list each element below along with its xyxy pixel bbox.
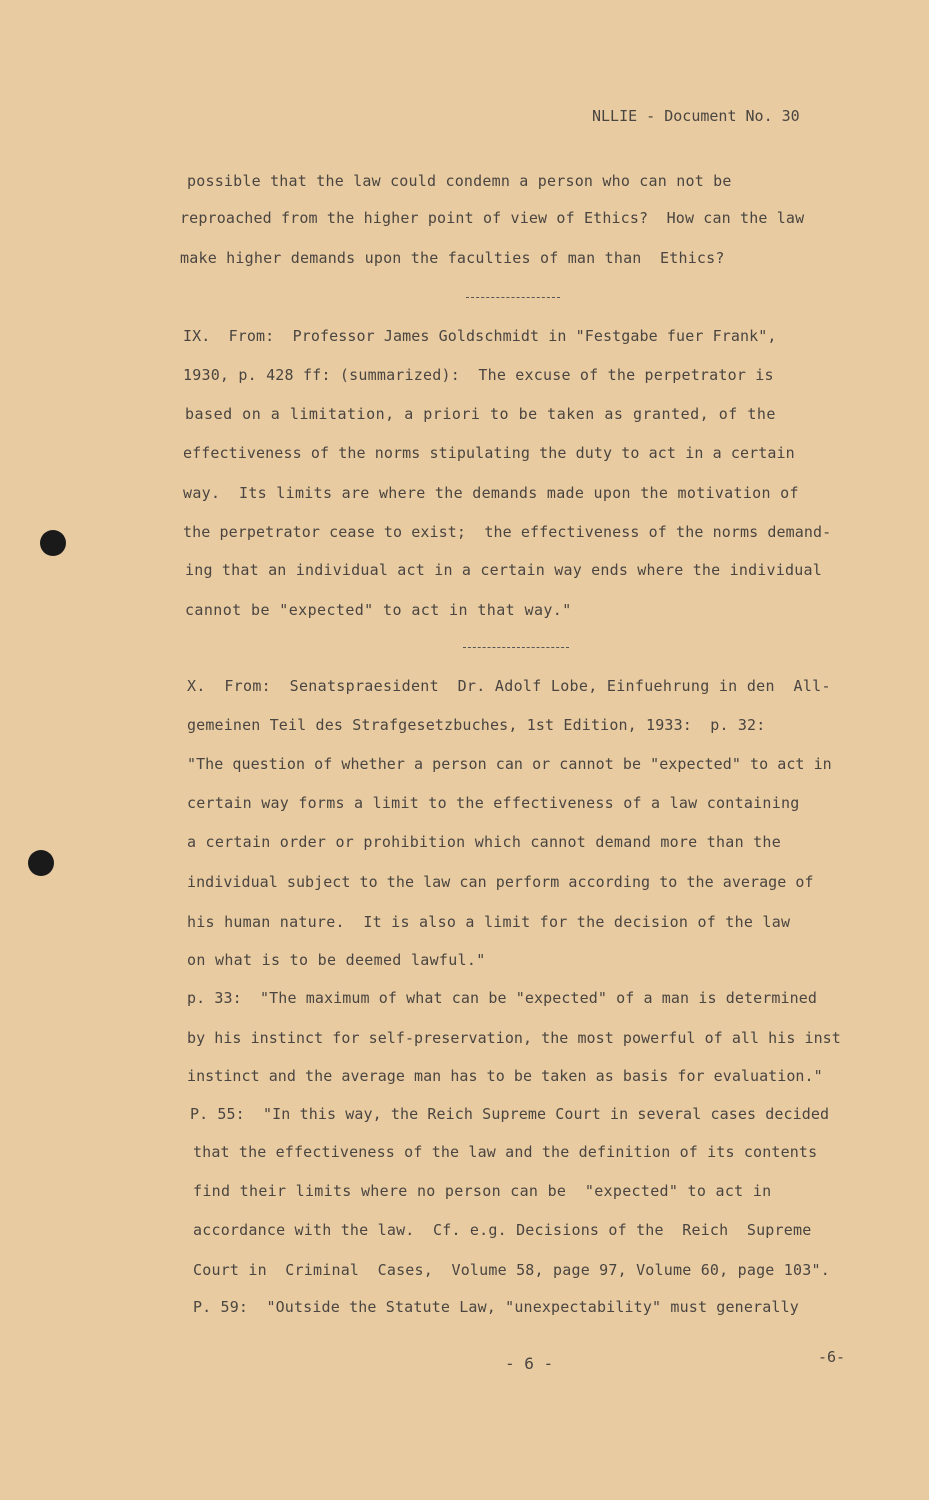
punch-hole-lower <box>28 850 54 876</box>
text-line: Court in Criminal Cases, Volume 58, page 97, Volume 60, page 103". <box>193 1261 830 1279</box>
page-number: - 6 - <box>505 1354 554 1373</box>
text-line: way. Its limits are where the demands made upon the motivation of <box>183 484 799 502</box>
text-line: IX. From: Professor James Goldschmidt in "Festgabe fuer Frank", <box>183 327 777 345</box>
section-divider <box>466 297 560 298</box>
text-line: the perpetrator cease to exist; the effectiveness of the norms demand- <box>183 523 832 541</box>
document-reference: NLLIE - Document No. 30 <box>592 107 800 125</box>
text-line: make higher demands upon the faculties of man than Ethics? <box>180 249 725 267</box>
text-line: P. 59: "Outside the Statute Law, "unexpectability" must generally <box>193 1298 799 1316</box>
text-line: instinct and the average man has to be taken as basis for evaluation." <box>187 1067 823 1085</box>
text-line: by his instinct for self-preservation, the most powerful of all his inst <box>187 1029 841 1047</box>
text-line: accordance with the law. Cf. e.g. Decisions of the Reich Supreme <box>193 1221 812 1239</box>
text-line: certain way forms a limit to the effectiveness of a law containing <box>187 794 800 812</box>
text-line: possible that the law could condemn a person who can not be <box>187 172 732 190</box>
text-line: individual subject to the law can perform according to the average of <box>187 873 814 891</box>
side-page-mark: -6- <box>818 1348 846 1366</box>
text-line: gemeinen Teil des Strafgesetzbuches, 1st Edition, 1933: p. 32: <box>187 716 766 734</box>
text-line: "The question of whether a person can or cannot be "expected" to act in <box>187 755 832 773</box>
text-line: cannot be "expected" to act in that way." <box>185 601 572 619</box>
text-line: P. 55: "In this way, the Reich Supreme Court in several cases decided <box>190 1105 830 1123</box>
text-line: X. From: Senatspraesident Dr. Adolf Lobe, Einfuehrung in den All- <box>187 677 831 695</box>
section-divider <box>463 647 569 648</box>
text-line: reproached from the higher point of view of Ethics? How can the law <box>180 209 805 227</box>
text-line: 1930, p. 428 ff: (summarized): The excuse of the perpetrator is <box>183 366 774 384</box>
text-line: based on a limitation, a priori to be taken as granted, of the <box>185 405 776 423</box>
text-line: on what is to be deemed lawful." <box>187 951 486 969</box>
text-line: p. 33: "The maximum of what can be "expected" of a man is determined <box>187 989 818 1007</box>
text-line: find their limits where no person can be "expected" to act in <box>193 1182 772 1200</box>
punch-hole-upper <box>40 530 66 556</box>
text-line: a certain order or prohibition which cannot demand more than the <box>187 833 781 851</box>
text-line: his human nature. It is also a limit for the decision of the law <box>187 913 791 931</box>
text-line: that the effectiveness of the law and the definition of its contents <box>193 1143 818 1161</box>
text-line: effectiveness of the norms stipulating the duty to act in a certain <box>183 444 795 462</box>
text-line: ing that an individual act in a certain way ends where the individual <box>185 561 822 579</box>
